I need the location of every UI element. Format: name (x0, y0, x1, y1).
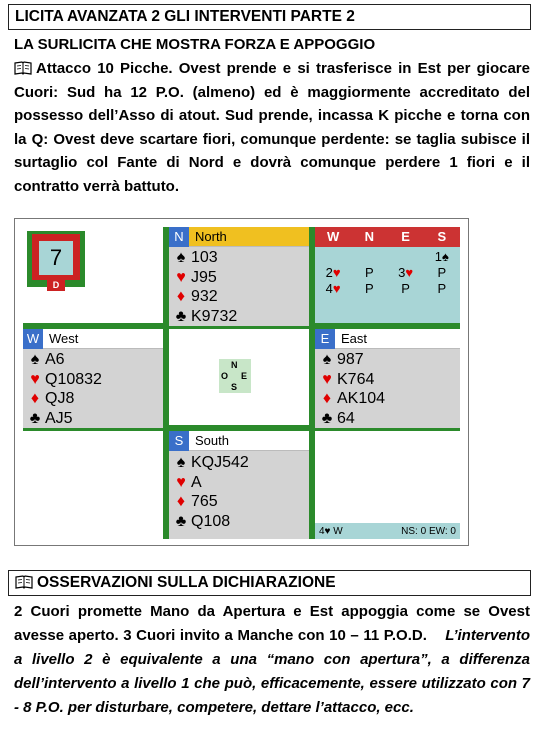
south-seat: S (169, 431, 189, 451)
bid-row (315, 249, 460, 265)
east-hand (315, 329, 460, 425)
book-icon (14, 61, 32, 75)
bid-cell (315, 249, 351, 265)
west-spades: A6 (45, 351, 65, 368)
bid-cell: P (437, 281, 447, 296)
south-clubs: Q108 (191, 512, 231, 530)
north-spades: 103 (191, 249, 218, 266)
bid-cell: 2♥ (325, 265, 341, 280)
bid-row (315, 265, 460, 281)
section-paragraph (14, 57, 530, 198)
bridge-board (14, 218, 469, 546)
bid-cell: P (401, 281, 410, 296)
bidding-table (315, 227, 460, 323)
spade-icon: ♠ (176, 454, 186, 471)
compass-icon (219, 359, 251, 393)
south-header (169, 431, 309, 451)
west-diamonds: QJ8 (45, 390, 75, 407)
bid-cell: 3♥ (398, 265, 414, 280)
spade-icon: ♠ (176, 249, 186, 266)
bid-cell (351, 249, 387, 265)
compass-n: N (231, 360, 238, 370)
east-seat: E (315, 329, 335, 349)
spade-icon: ♠ (30, 351, 40, 368)
east-diamonds: AK104 (337, 390, 386, 407)
observations-text (14, 600, 530, 720)
east-clubs: 64 (337, 409, 355, 427)
board-info-cell (23, 227, 163, 323)
book-icon (15, 575, 33, 589)
observations-italic: L’intervento a livello 2 è equivalente a una “mano con apertura”, a differenza dell’intervento a livello 1 che può, efficacemente, essere utilizzato con 7 - 8 P.O. per disturbare, competere, dettare l’attacco, ecc. (14, 627, 530, 716)
board-felt (23, 227, 460, 539)
observations-plain: 2 Cuori promette Mano da Apertura e Est appoggia come se Ovest avesse aperto. 3 Cuori invito a Manche con 10 – 11 P.O.D. (14, 603, 530, 644)
score-label: NS: 0 EW: 0 (401, 525, 456, 537)
bid-col-w: W (326, 229, 340, 244)
section-subtitle: LA SURLICITA CHE MOSTRA FORZA E APPOGGIO (14, 36, 376, 53)
club-icon: ♣ (29, 409, 41, 427)
bid-cell: 4♥ (325, 281, 341, 296)
north-clubs: K9732 (191, 307, 238, 325)
bid-cell: 1♠ (434, 249, 449, 264)
compass-e: E (241, 371, 248, 381)
south-name: South (195, 433, 229, 448)
heart-icon: ♥ (30, 370, 40, 388)
south-diamonds: 765 (191, 493, 218, 510)
north-header (169, 227, 309, 247)
bid-cell: P (365, 281, 374, 296)
east-header (315, 329, 460, 349)
diamond-icon: ♦ (322, 390, 332, 407)
heart-icon: ♥ (322, 370, 332, 388)
heart-icon: ♥ (405, 265, 414, 280)
page-title: LICITA AVANZATA 2 GLI INTERVENTI PARTE 2 (8, 4, 531, 30)
compass-cell (169, 329, 309, 425)
bid-row (315, 281, 460, 297)
west-hand (23, 329, 163, 425)
bid-cell (388, 249, 424, 265)
bid-col-s: S (437, 229, 447, 244)
heart-icon: ♥ (332, 281, 341, 296)
east-name: East (341, 331, 368, 346)
west-name: West (49, 331, 79, 346)
bid-cell: P (437, 265, 447, 280)
south-hand (169, 431, 309, 539)
club-icon: ♣ (321, 409, 333, 427)
board-number: 7 (39, 241, 73, 275)
spade-icon: ♠ (322, 351, 332, 368)
north-seat: N (169, 227, 189, 247)
empty-cell (23, 431, 163, 539)
heart-icon: ♥ (176, 268, 186, 286)
paragraph-text: Attacco 10 Picche. Ovest prende e si trasferisce in Est per giocare Cuori: Sud ha 12 P.O. (almeno) ed è maggiormente accreditato del possesso dell’Asso di atout. Sud prende, incassa K picche e torna con la Q: Ovest deve scartare fiori, comunque perdente: se taglia subisce il surtaglio col Fante di Nord e dovrà comunque perdere 1 fiori e il contratto verrà battuto. (14, 60, 530, 195)
north-name: North (195, 229, 227, 244)
bid-col-n: N (364, 229, 375, 244)
south-hearts: A (191, 473, 202, 491)
contract-label: 4♥ W (319, 525, 343, 537)
heart-icon: ♥ (332, 265, 341, 280)
vulnerability-frame (27, 231, 85, 290)
result-bar (315, 523, 460, 539)
observations-title: OSSERVAZIONI SULLA DICHIARAZIONE (37, 574, 336, 591)
west-header (23, 329, 163, 349)
club-icon: ♣ (175, 512, 187, 530)
result-cell (315, 431, 460, 539)
west-seat: W (23, 329, 43, 349)
east-spades: 987 (337, 351, 364, 368)
east-hearts: K764 (337, 370, 375, 388)
bidding-header (315, 227, 460, 247)
north-hand (169, 227, 309, 323)
dealer-marker: D (47, 279, 65, 291)
compass-s: S (231, 382, 238, 392)
compass-o: O (221, 371, 229, 381)
diamond-icon: ♦ (30, 390, 40, 407)
north-hearts: J95 (191, 268, 217, 286)
west-hearts: Q10832 (45, 370, 102, 388)
diamond-icon: ♦ (176, 288, 186, 305)
observations-title-box (8, 570, 531, 596)
heart-icon: ♥ (176, 473, 186, 491)
north-diamonds: 932 (191, 288, 218, 305)
diamond-icon: ♦ (176, 493, 186, 510)
bid-cell: P (365, 265, 374, 280)
west-clubs: AJ5 (45, 409, 73, 427)
club-icon: ♣ (175, 307, 187, 325)
bid-col-e: E (401, 229, 410, 244)
south-spades: KQJ542 (191, 454, 249, 471)
